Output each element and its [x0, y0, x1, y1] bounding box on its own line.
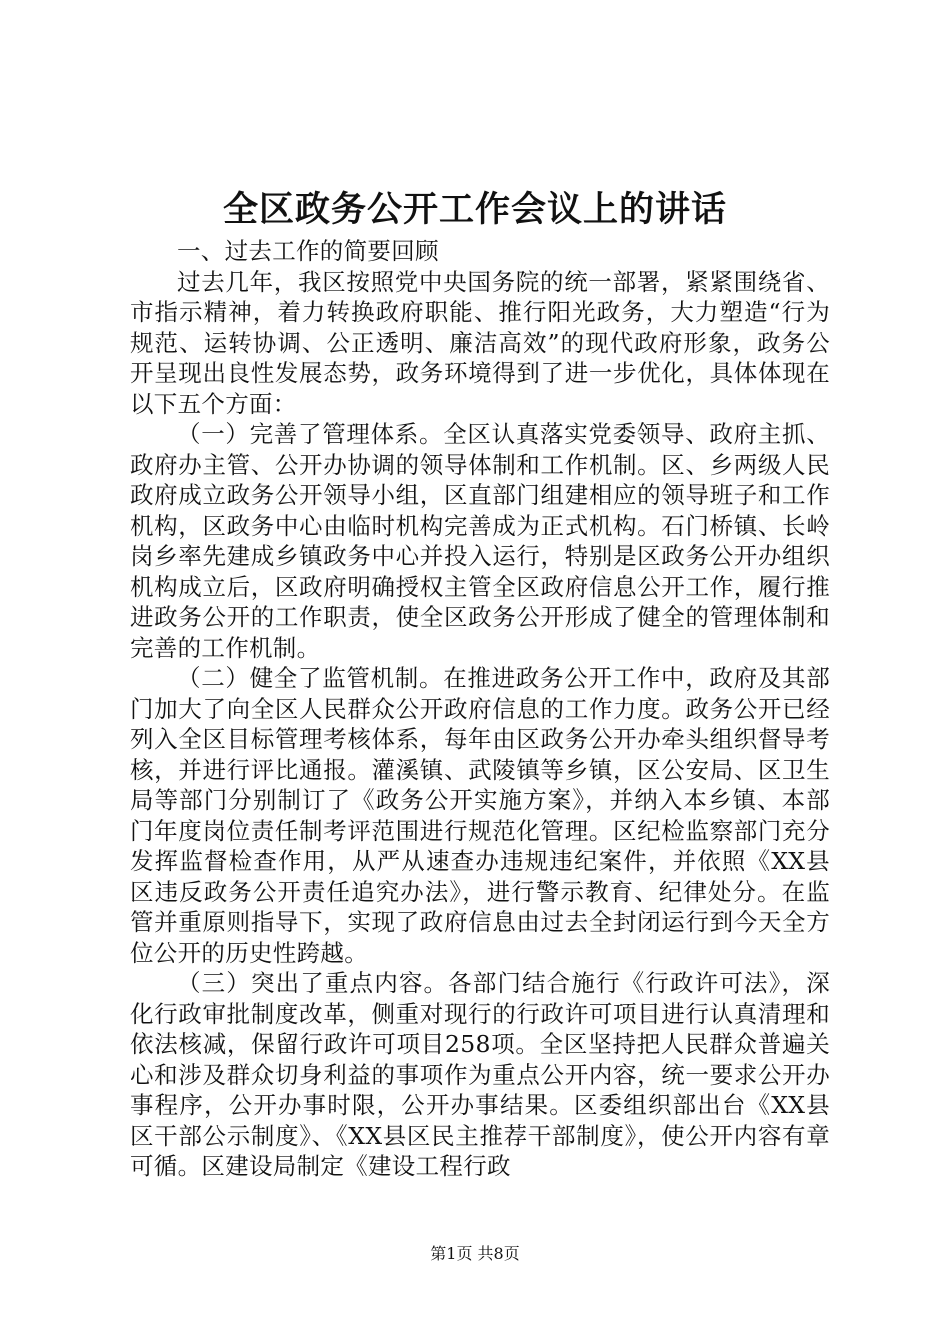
- section-heading: 一、过去工作的简要回顾: [177, 237, 439, 265]
- document-title: 全区政务公开工作会议上的讲话: [222, 189, 727, 230]
- paragraph-intro: 过去几年，我区按照党中央国务院的统一部署，紧紧围绕省、市指示精神，着力转换政府职能、推行阳光政务，大力塑造“行为规范、运转协调、公正透明、廉洁高效”的现代政府形象，政务公开呈现出良性发展态势，政务环境得到了进一步优化，具体体现在以下五个方面：: [130, 267, 830, 418]
- paragraph-management: （一）完善了管理体系。全区认真落实党委领导、政府主抓、政府办主管、公开办协调的领导体制和工作机制。区、乡两级人民政府成立政务公开领导小组，区直部门组建相应的领导班子和工作机构，区政务中心由临时机构完善成为正式机构。石门桥镇、长岭岗乡率先建成乡镇政务中心并投入运行，特别是区政务公开办组织机构成立后，区政府明确授权主管全区政府信息公开工作，履行推进政务公开的工作职责，使全区政务公开形成了健全的管理体制和完善的工作机制。: [130, 420, 830, 662]
- paragraph-key-content: （三）突出了重点内容。各部门结合施行《行政许可法》，深化行政审批制度改革，侧重对现行的行政许可项目进行认真清理和依法核减，保留行政许可项目258项。全区坚持把人民群众普遍关心和涉及群众切身利益的事项作为重点公开内容，统一要求公开办事程序，公开办事时限，公开办事结果。区委组织部出台《XX县区干部公示制度》、《XX县区民主推荐干部制度》，使公开内容有章可循。区建设局制定《建设工程行政: [130, 969, 830, 1180]
- paragraph-supervision: （二）健全了监管机制。在推进政务公开工作中，政府及其部门加大了向全区人民群众公开政府信息的工作力度。政务公开已经列入全区目标管理考核体系，每年由区政务公开办牵头组织督导考核，并进行评比通报。灌溪镇、武陵镇等乡镇，区公安局、区卫生局等部门分别制订了《政务公开实施方案》，并纳入本乡镇、本部门年度岗位责任制考评范围进行规范化管理。区纪检监察部门充分发挥监督检查作用，从严从速查办违规违纪案件，并依照《XX县区违反政务公开责任追究办法》，进行警示教育、纪律处分。在监管并重原则指导下，实现了政府信息由过去全封闭运行到今天全方位公开的历史性跨越。: [130, 664, 830, 967]
- page-footer: 第1页 共8页: [430, 1244, 520, 1263]
- document-body: [130, 236, 830, 1182]
